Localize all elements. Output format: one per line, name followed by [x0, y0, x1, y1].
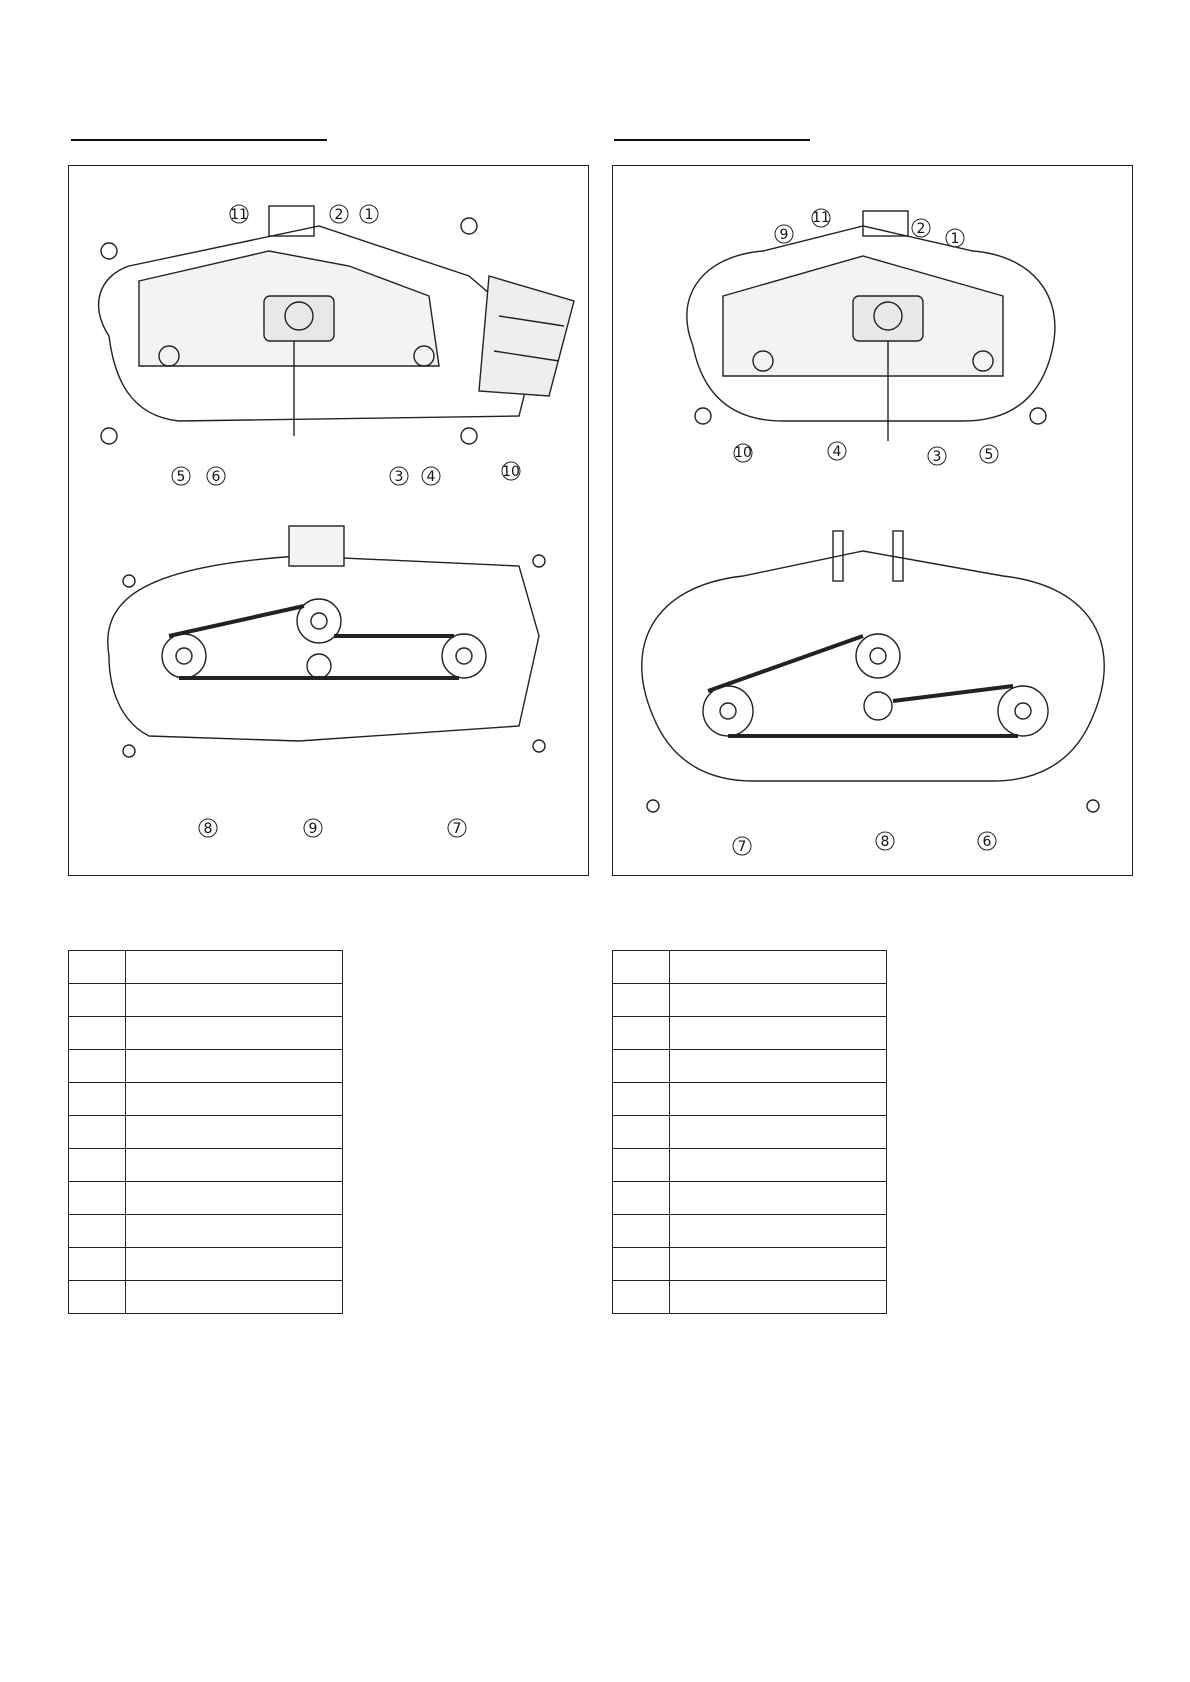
left-callout-6 [207, 467, 225, 485]
legend-number-cell [69, 951, 126, 984]
legend-number-cell [613, 951, 670, 984]
legend-description-cell [670, 1050, 887, 1083]
legend-number-cell [613, 1017, 670, 1050]
right-pulley-center [856, 634, 900, 678]
left-callout-4 [422, 467, 440, 485]
right-belt [708, 636, 1018, 736]
right-bottom-deck-outline [642, 551, 1105, 781]
svg-text:10: 10 [734, 445, 752, 461]
legend-number-cell [69, 1248, 126, 1281]
legend-number-cell [613, 1050, 670, 1083]
legend-number-cell [613, 1248, 670, 1281]
left-diagram-panel [68, 165, 589, 876]
legend-number-cell [613, 1182, 670, 1215]
left-gearbox [264, 296, 334, 341]
table-row [613, 951, 887, 984]
left-mower-deck-diagram [69, 166, 590, 877]
svg-text:3: 3 [932, 449, 942, 465]
legend-number-cell [69, 1116, 126, 1149]
legend-number-cell [69, 1149, 126, 1182]
legend-number-cell [613, 1083, 670, 1116]
left-callout-7 [448, 819, 466, 837]
table-row [613, 1149, 887, 1182]
legend-description-cell [670, 951, 887, 984]
legend-number-cell [613, 984, 670, 1017]
svg-text:9: 9 [779, 227, 789, 243]
legend-number-cell [613, 1149, 670, 1182]
right-callout-11 [812, 209, 830, 227]
table-row [613, 1116, 887, 1149]
right-heading-rule [614, 139, 810, 141]
legend-description-cell [670, 984, 887, 1017]
right-callout-3 [928, 447, 946, 465]
legend-description-cell [670, 1215, 887, 1248]
legend-description-cell [670, 1083, 887, 1116]
right-callout-2 [912, 219, 930, 237]
left-callout-9 [304, 819, 322, 837]
svg-text:9: 9 [308, 821, 318, 837]
left-callout-8 [199, 819, 217, 837]
right-parts-legend [612, 950, 887, 1314]
legend-description-cell [126, 1083, 343, 1116]
table-row [613, 1281, 887, 1314]
svg-text:11: 11 [812, 210, 830, 226]
right-callout-6 [978, 832, 996, 850]
table-row [69, 1281, 343, 1314]
left-pulley-right [442, 634, 486, 678]
left-parts-legend [68, 950, 343, 1314]
table-row [69, 1248, 343, 1281]
left-callout-3 [390, 467, 408, 485]
svg-text:2: 2 [334, 207, 344, 223]
legend-description-cell [126, 1182, 343, 1215]
legend-description-cell [670, 1281, 887, 1314]
table-row [613, 984, 887, 1017]
svg-text:7: 7 [737, 839, 747, 855]
table-row [69, 1215, 343, 1248]
legend-description-cell [670, 1248, 887, 1281]
right-callout-5 [980, 445, 998, 463]
right-callout-7 [733, 837, 751, 855]
legend-description-cell [126, 1281, 343, 1314]
right-callout-10 [734, 444, 752, 462]
legend-number-cell [613, 1215, 670, 1248]
legend-number-cell [69, 1050, 126, 1083]
svg-text:1: 1 [364, 207, 374, 223]
left-discharge-chute [479, 276, 574, 396]
right-callout-1 [946, 229, 964, 247]
svg-text:5: 5 [176, 469, 186, 485]
table-row [69, 1182, 343, 1215]
table-row [69, 1083, 343, 1116]
legend-number-cell [69, 1182, 126, 1215]
right-gearbox [853, 296, 923, 341]
legend-description-cell [126, 1149, 343, 1182]
svg-text:4: 4 [426, 469, 436, 485]
left-callout-11 [230, 205, 248, 223]
right-diagram-panel [612, 165, 1133, 876]
legend-number-cell [69, 1017, 126, 1050]
svg-text:6: 6 [982, 834, 992, 850]
svg-text:11: 11 [230, 207, 248, 223]
right-callout-8 [876, 832, 894, 850]
legend-number-cell [69, 1083, 126, 1116]
legend-number-cell [69, 1281, 126, 1314]
svg-text:4: 4 [832, 444, 842, 460]
left-callout-1 [360, 205, 378, 223]
left-callout-10 [502, 462, 520, 480]
legend-description-cell [126, 984, 343, 1017]
table-row [613, 1083, 887, 1116]
table-row [69, 1116, 343, 1149]
right-pulley-left [703, 686, 753, 736]
legend-description-cell [126, 1116, 343, 1149]
left-callout-5 [172, 467, 190, 485]
right-callout-4 [828, 442, 846, 460]
left-bottom-deck-outline [108, 556, 539, 741]
table-row [613, 1215, 887, 1248]
legend-description-cell [126, 1215, 343, 1248]
svg-text:6: 6 [211, 469, 221, 485]
svg-text:5: 5 [984, 447, 994, 463]
svg-text:10: 10 [502, 464, 520, 480]
legend-description-cell [126, 1050, 343, 1083]
legend-description-cell [670, 1017, 887, 1050]
svg-text:8: 8 [880, 834, 890, 850]
table-row [69, 984, 343, 1017]
legend-number-cell [613, 1281, 670, 1314]
legend-description-cell [670, 1116, 887, 1149]
legend-number-cell [69, 984, 126, 1017]
table-row [69, 1149, 343, 1182]
legend-description-cell [670, 1149, 887, 1182]
legend-description-cell [126, 951, 343, 984]
svg-text:1: 1 [950, 231, 960, 247]
legend-description-cell [126, 1017, 343, 1050]
left-callout-2 [330, 205, 348, 223]
left-heading-rule [71, 139, 327, 141]
table-row [613, 1017, 887, 1050]
right-pulley-right [998, 686, 1048, 736]
legend-number-cell [69, 1215, 126, 1248]
left-idler [307, 654, 331, 678]
right-callout-9 [775, 225, 793, 243]
legend-description-cell [670, 1182, 887, 1215]
svg-text:7: 7 [452, 821, 462, 837]
right-hitch [863, 211, 908, 236]
right-mower-deck-diagram [613, 166, 1134, 877]
table-row [613, 1248, 887, 1281]
table-row [613, 1182, 887, 1215]
right-idler [864, 692, 892, 720]
svg-text:8: 8 [203, 821, 213, 837]
table-row [69, 1017, 343, 1050]
left-pulley-left [162, 634, 206, 678]
table-row [613, 1050, 887, 1083]
legend-number-cell [613, 1116, 670, 1149]
legend-description-cell [126, 1248, 343, 1281]
svg-text:3: 3 [394, 469, 404, 485]
svg-text:2: 2 [916, 221, 926, 237]
table-row [69, 951, 343, 984]
table-row [69, 1050, 343, 1083]
